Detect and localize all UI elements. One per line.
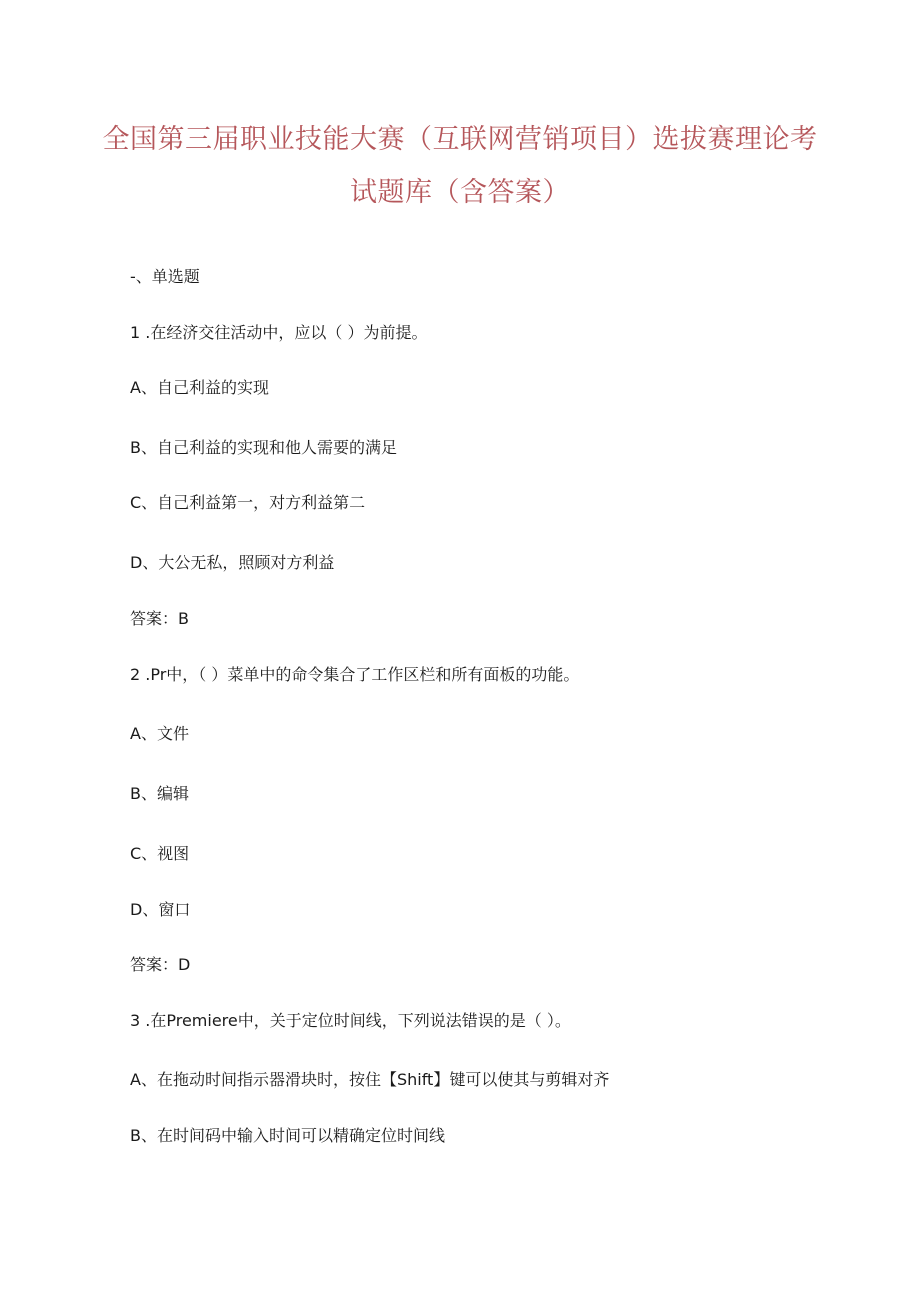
question-1-option-c: C、自己利益第一，对方利益第二 (130, 493, 366, 512)
question-2-option-b: B、编辑 (130, 784, 189, 803)
question-2-option-d: D、窗口 (130, 900, 191, 919)
question-1-answer: 答案：B (130, 609, 189, 628)
question-2-stem: 2 .Pr中，（ ）菜单中的命令集合了工作区栏和所有面板的功能。 (130, 665, 580, 684)
section-heading: -、单选题 (130, 267, 200, 286)
question-3-stem: 3 .在Premiere中，关于定位时间线，下列说法错误的是（ ）。 (130, 1011, 571, 1030)
question-1-option-b: B、自己利益的实现和他人需要的满足 (130, 438, 397, 457)
document-title-line-1: 全国第三届职业技能大赛（互联网营销项目）选拔赛理论考 (102, 124, 818, 155)
question-2-answer: 答案：D (130, 955, 191, 974)
question-3-option-b: B、在时间码中输入时间可以精确定位时间线 (130, 1126, 445, 1145)
question-2-option-c: C、视图 (130, 844, 190, 863)
question-1-option-d: D、大公无私，照顾对方利益 (130, 553, 335, 572)
question-2-option-a: A、文件 (130, 724, 189, 743)
question-3-option-a: A、在拖动时间指示器滑块时，按住【Shift】键可以使其与剪辑对齐 (130, 1070, 610, 1089)
question-1-stem: 1 .在经济交往活动中，应以（ ）为前提。 (130, 323, 428, 342)
document-title-line-2: 试题库（含答案） (350, 177, 570, 208)
question-1-option-a: A、自己利益的实现 (130, 378, 269, 397)
